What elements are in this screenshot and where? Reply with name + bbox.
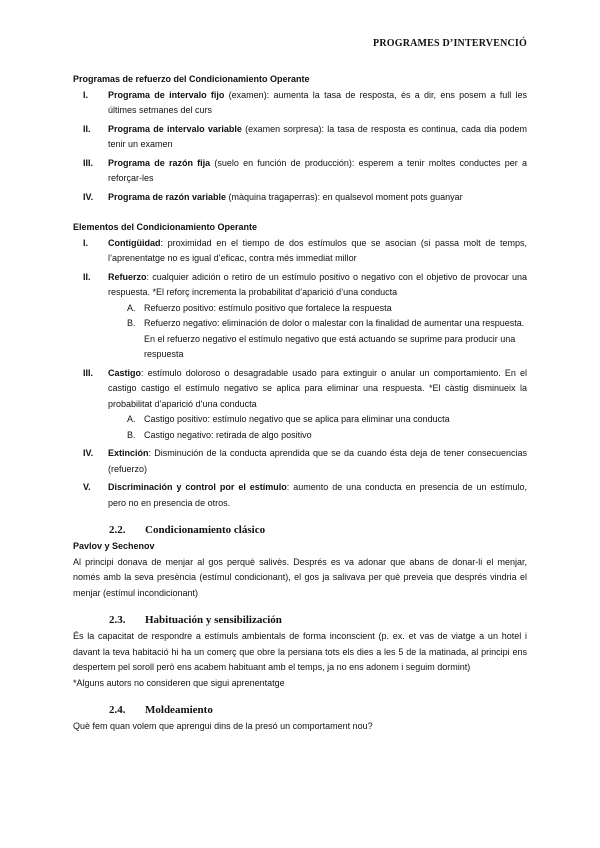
section-title: Condicionamiento clásico — [145, 524, 266, 536]
item-term: Programa de intervalo variable — [108, 123, 242, 134]
sub-item-text: Refuerzo positivo: estímulo positivo que fortalece la respuesta — [144, 302, 392, 313]
item-term: Castigo — [108, 367, 142, 378]
list-item — [73, 122, 527, 153]
item-text: : Disminución de la conducta aprendida que se da cuando ésta deja de tener consecuencias (refuerzo) — [108, 448, 527, 474]
section-number: 2.3. — [109, 614, 126, 626]
list-item — [73, 270, 527, 363]
item-text: : cualquier adición o retiro de un estímulo positivo o negativo con el objetivo de provocar una respuesta. *El reforç incrementa la probabilitat d’aparició d’una conducta — [108, 271, 527, 297]
block2-title: Elementos del Condicionamiento Operante — [73, 222, 258, 232]
item-number: III. — [83, 367, 94, 378]
sub-item — [108, 428, 527, 444]
item-number: I. — [83, 89, 89, 100]
sub-item — [108, 301, 527, 317]
section-number: 2.4. — [109, 704, 126, 716]
section-number: 2.2. — [109, 524, 126, 536]
sub-item — [108, 316, 527, 363]
item-term: Programa de razón fija — [108, 157, 211, 168]
sub-item-letter: A. — [127, 302, 136, 313]
sub-item-letter: A. — [127, 414, 136, 424]
section-heading-2-3 — [73, 611, 527, 629]
item-text: (suelo en función de producción): esperem a tenir moltes conductes per a reforçar-les — [108, 157, 527, 183]
item-number: II. — [83, 271, 91, 282]
section-heading-2-2 — [73, 521, 527, 539]
castigo-sublist — [108, 412, 527, 443]
list-item — [73, 236, 527, 267]
item-text: : aumento de una conducta en presencia de un estímulo, pero no en presencia de otros. — [108, 482, 527, 508]
sub-item-text: Refuerzo negativo: eliminación de dolor o malestar con la finalidad de aumentar una respuesta. En el refuerzo negativo el estímulo negativo que está actuando se suprime para producir una respuesta — [144, 318, 525, 359]
sub-item-letter: B. — [127, 429, 136, 440]
item-term: Programa de intervalo fijo — [108, 89, 225, 100]
list-item — [73, 366, 527, 444]
sub-item-letter: B. — [127, 318, 136, 328]
section-title: Moldeamiento — [145, 704, 213, 716]
section-note: *Alguns autors no consideren que sigui aprenentatge — [73, 677, 285, 688]
section-heading-2-4 — [73, 701, 527, 719]
item-text: : proximidad en el tiempo de dos estímulos que se asocian (si passa molt de temps, l’aprenentatge no es igual d’eficac, contra més immediat millor — [108, 237, 527, 263]
page-content — [73, 72, 527, 735]
sub-item — [108, 412, 527, 428]
section-subtitle: Pavlov y Sechenov — [73, 541, 155, 551]
block1-title: Programas de refuerzo del Condicionamiento Operante — [73, 74, 310, 84]
refuerzo-sublist — [108, 301, 527, 363]
section-body: Al principi donava de menjar al gos perquè salivès. Després es va adonar que abans de donar-li el menjar, només amb la seva presència (estímul condicionant), el gos ja salivava per què preveia que després vindria el menjar (estímul incondicionant) — [73, 556, 527, 598]
reinforcement-programs-list — [73, 88, 527, 206]
item-text: (examen): aumenta la tasa de resposta, és a dir, ens posem a full les últimes setmanes del curs — [108, 89, 528, 115]
item-number: I. — [83, 237, 89, 248]
item-term: Contigüidad — [108, 237, 161, 248]
list-item — [73, 480, 527, 511]
section-body: Què fem quan volem que aprengui dins de la presó un comportament nou? — [73, 721, 373, 731]
item-number: II. — [83, 123, 91, 134]
item-term: Refuerzo — [108, 271, 147, 282]
item-text: : estímulo doloroso o desagradable usado para extinguir o anular un comportamiento. En el castigo castigo el estímulo negativo se aplica para eliminar una respuesta. *El càstig disminueix la probabilitat d’aparició d’una conducta — [108, 367, 527, 409]
sub-item-text: Castigo positivo: estímulo negativo que se aplica para eliminar una conducta — [144, 414, 450, 424]
item-number: IV. — [83, 191, 94, 202]
item-text: (màquina tragaperras): en qualsevol moment pots guanyar — [226, 191, 463, 202]
list-item — [73, 190, 527, 206]
list-item — [73, 446, 527, 477]
list-item — [73, 88, 527, 119]
item-term: Extinción — [108, 448, 149, 458]
item-term: Discriminación y control por el estímulo — [108, 482, 287, 492]
item-term: Programa de razón variable — [108, 191, 227, 202]
item-number: V. — [83, 482, 91, 492]
item-number: IV. — [83, 448, 94, 458]
list-item — [73, 156, 527, 187]
item-number: III. — [83, 157, 94, 168]
operant-elements-list — [73, 236, 527, 512]
running-header: PROGRAMES D’INTERVENCIÓ — [373, 38, 527, 49]
sub-item-text: Castigo negativo: retirada de algo positivo — [144, 429, 312, 440]
section-body: És la capacitat de respondre a estímuls ambientals de forma inconscient (p. ex. et vas de viatge a un hotel i davant la teva habitació hi ha un comerç que obre la persiana tots els dies a les 5 de la matinada, al principi ens despertem pel soroll però ens acabem habituant amb el temps, ja no ens adonem i seguim dormint) — [73, 631, 527, 672]
section-title: Habituación y sensibilización — [145, 614, 282, 626]
item-text: (examen sorpresa): la tasa de resposta es continua, cada dia podem tenir un examen — [108, 123, 527, 149]
